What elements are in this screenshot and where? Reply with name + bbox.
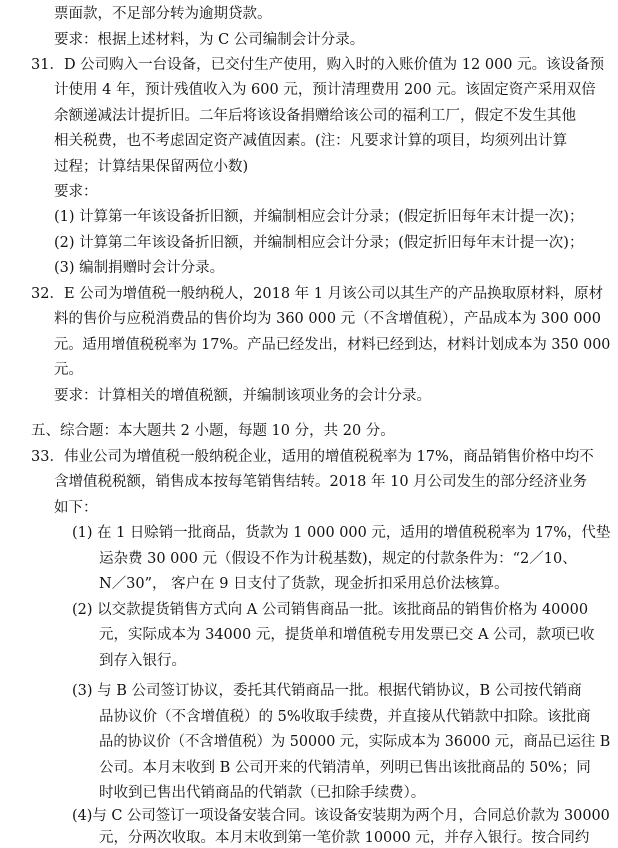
text-line: 品的协议价（不含增值税）为 50000 元，实际成本为 36000 元，商品已运往 B <box>99 734 611 750</box>
text-line: (3) 编制捐赠时会计分录。 <box>54 260 225 276</box>
text-line: 如下： <box>54 500 98 516</box>
text-line: 时收到已售出代销商品的代销款（已扣除手续费）。 <box>99 785 426 801</box>
list-item-4: (4)与 C 公司签订一项设备安装合同。该设备安装期为两个月，合同总价款为 30000 <box>72 808 610 824</box>
text-line: (2) 计算第二年该设备折旧额，并编制相应会计分录；(假定折旧每年末计提一次)； <box>54 235 584 251</box>
text-line: 料的售价与应税消费品的售价均为 360 000 元（不含增值税），产品成本为 300 000 <box>54 311 601 327</box>
list-item-2: (2) 以交款提货销售方式向 A 公司销售商品一批。该批商品的销售价格为 40000 <box>72 602 589 618</box>
text-line: 要求：计算相关的增值税额，并编制该项业务的会计分录。 <box>54 388 431 404</box>
text-line: 到存入银行。 <box>99 653 186 669</box>
question-31-line: 31．D 公司购入一台设备，已交付生产使用，购入时的入账价值为 12 000 元。该设备预 <box>31 57 605 73</box>
text-line: 元。适用增值税税率为 17%。产品已经发出，材料已经到达，材料计划成本为 350 000 <box>54 337 611 353</box>
text-line: 元，实际成本为 34000 元，提货单和增值税专用发票已交 A 公司，款项已收 <box>99 627 595 643</box>
text-line: 元，分两次收取。本月末收到第一笔价款 10000 元，并存入银行。按合同约 <box>99 830 590 846</box>
text-line: 相关税费，也不考虑固定资产减值因素。(注：凡要求计算的项目，均须列出计算 <box>54 133 568 149</box>
text-line: 过程；计算结果保留两位小数) <box>54 159 249 175</box>
text-line: 品协议价（不含增值税）的 5%收取手续费，并直接从代销款中扣除。该批商 <box>99 709 591 725</box>
text-line: (1) 计算第一年该设备折旧额，并编制相应会计分录；(假定折旧每年末计提一次)； <box>54 209 584 225</box>
text-line: 余额递减法计提折旧。二年后将该设备捐赠给该公司的福利工厂，假定不发生其他 <box>54 108 576 124</box>
question-33-line: 33．伟业公司为增值税一般纳税企业，适用的增值税税率为 17%，商品销售价格中均不 <box>31 449 594 465</box>
list-item-1: (1) 在 1 日赊销一批商品，货款为 1 000 000 元，适用的增值税税率为 17%，代垫 <box>72 525 611 541</box>
text-line: 要求：根据上述材料，为 C 公司编制会计分录。 <box>54 32 365 48</box>
text-line: 运杂费 30 000 元（假设不作为计税基数)，规定的付款条件为：“2／10、 <box>99 551 577 567</box>
text-line: 计使用 4 年，预计残值收入为 600 元，预计清理费用 200 元。该固定资产采用双倍 <box>54 82 596 98</box>
text-line: 元。 <box>54 362 83 378</box>
text-line: 含增值税税额，销售成本按每笔销售结转。2018 年 10 月公司发生的部分经济业务 <box>54 474 588 490</box>
section-heading: 五、综合题：本大题共 2 小题，每题 10 分，共 20 分。 <box>31 423 395 439</box>
question-32-line: 32．E 公司为增值税一般纳税人，2018 年 1 月该公司以其生产的产品换取原材料，原材 <box>31 286 604 302</box>
text-line: 票面款，不足部分转为逾期贷款。 <box>54 6 272 22</box>
list-item-3: (3) 与 B 公司签订协议，委托其代销商品一批。根据代销协议，B 公司按代销商 <box>72 683 582 699</box>
text-line: N／30”， 客户在 9 日支付了货款，现金折扣采用总价法核算。 <box>99 576 509 592</box>
text-line: 要求： <box>54 184 98 200</box>
text-line: 公司。本月末收到 B 公司开来的代销清单，列明已售出该批商品的 50%；同 <box>99 760 591 776</box>
